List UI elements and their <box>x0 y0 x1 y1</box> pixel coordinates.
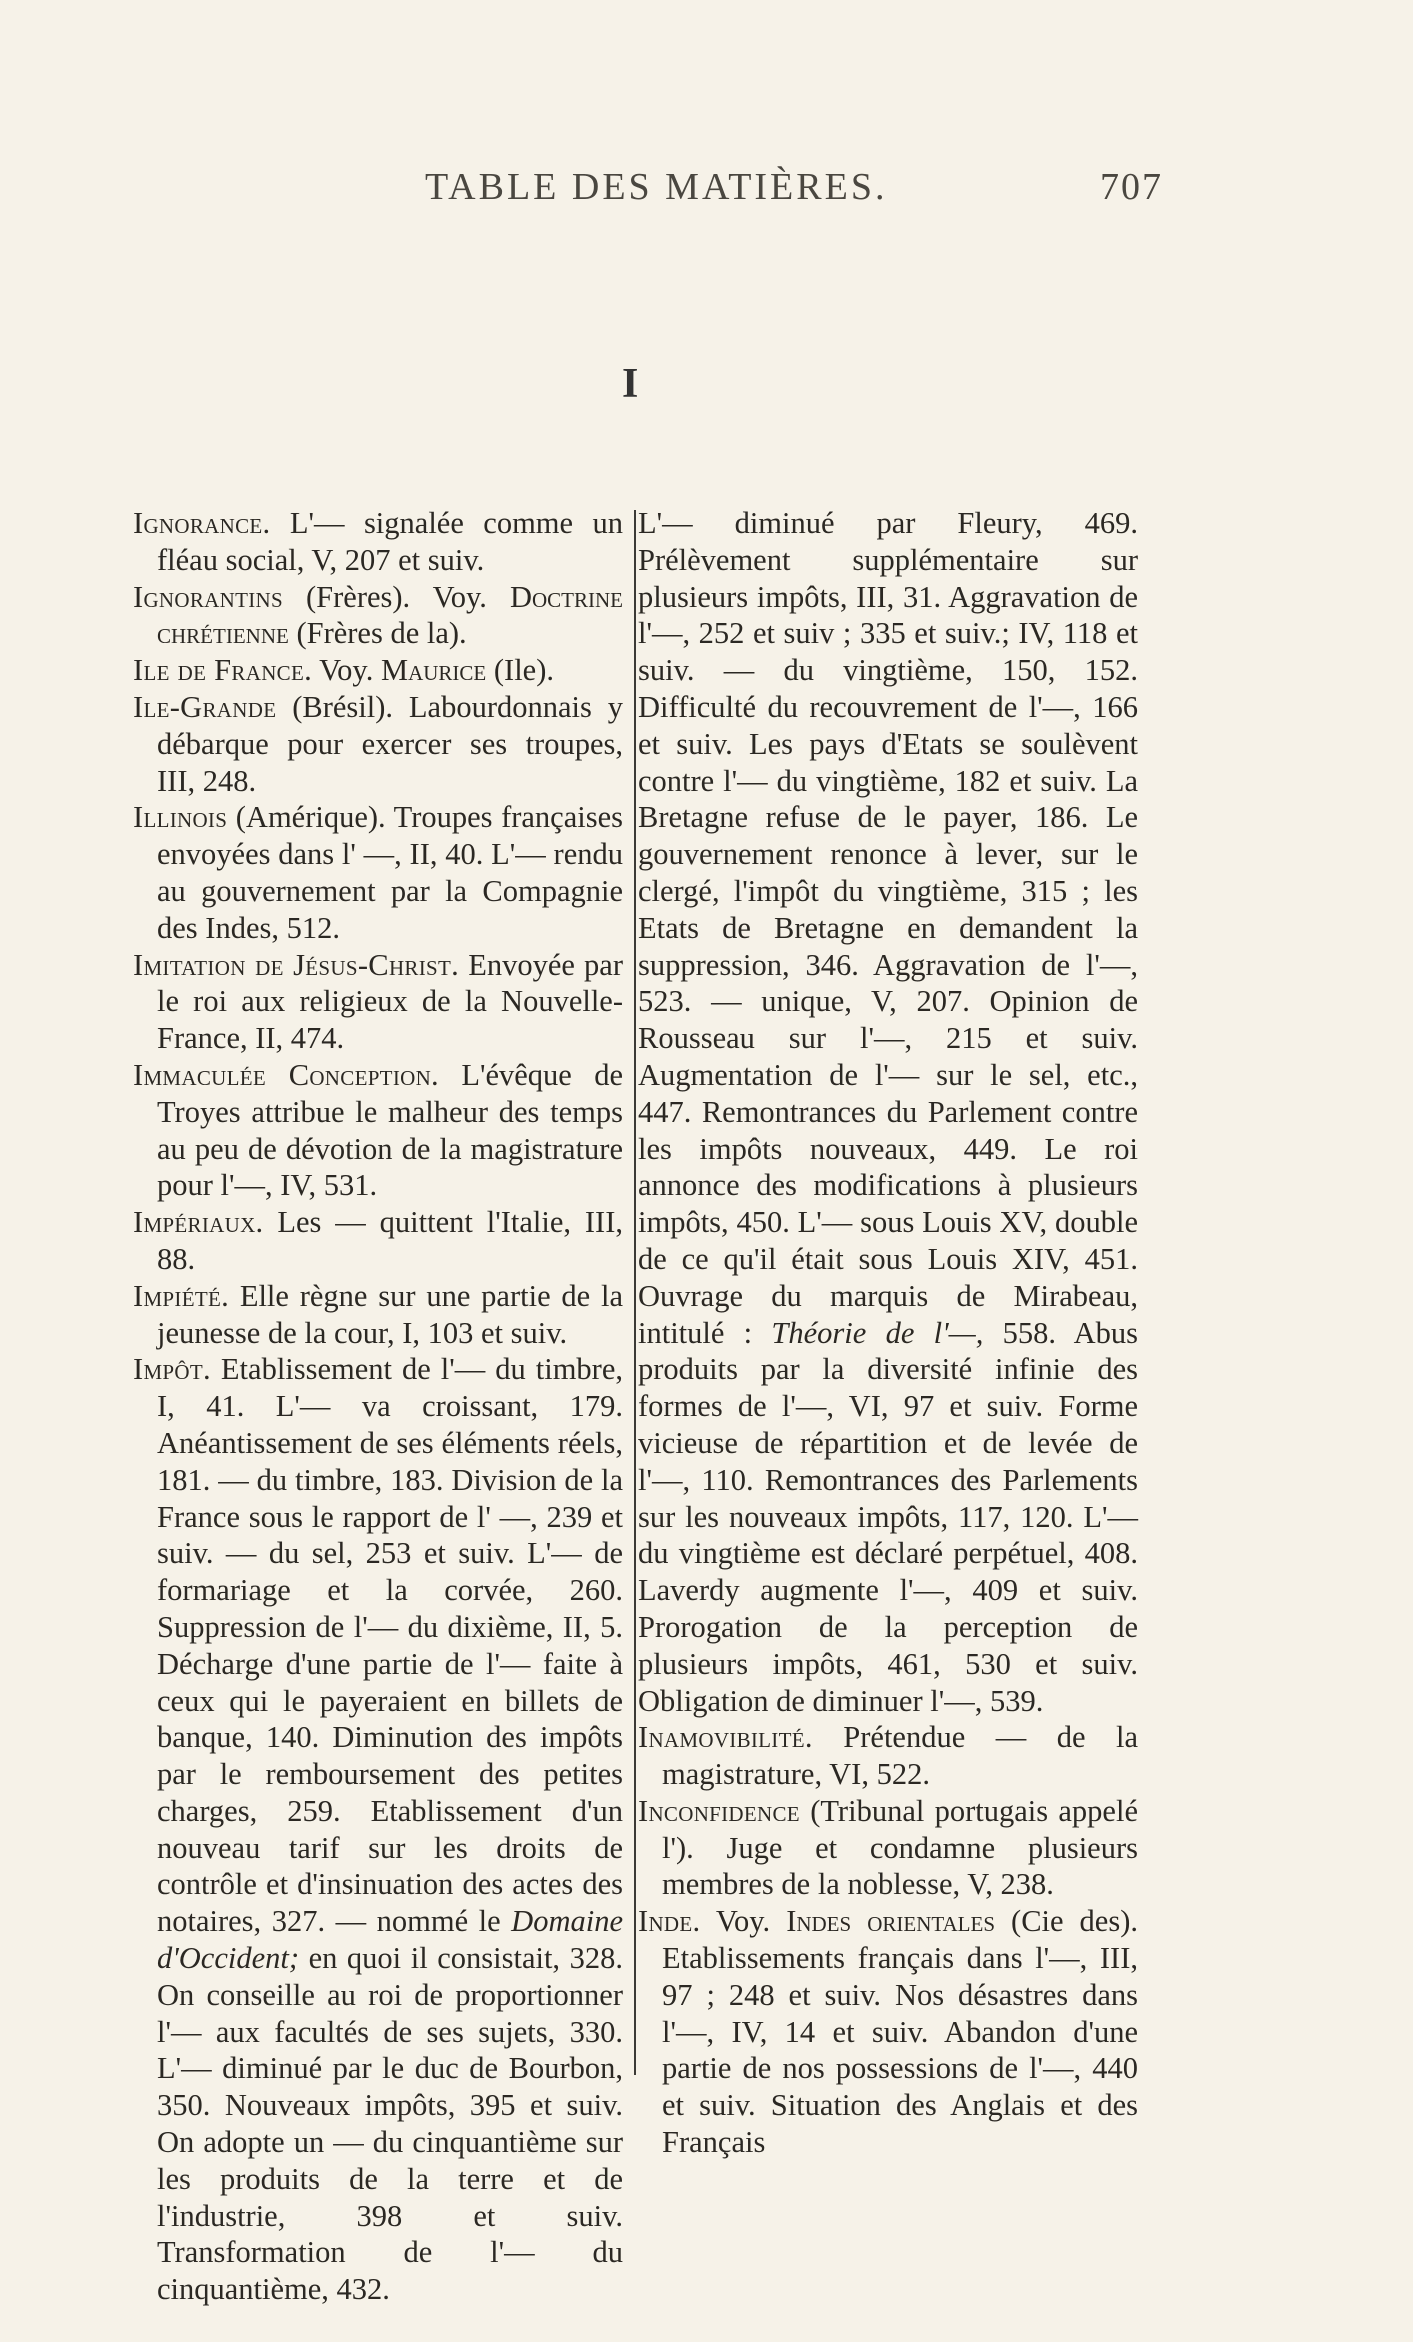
entry-text-tail: (Ile). <box>486 653 554 688</box>
entry-text: L'— signalée comme un fléau social, V, 207 et suiv. <box>157 506 623 577</box>
index-entry-illinois <box>133 799 623 946</box>
entry-cross-reference: Indes orientales <box>786 1904 996 1939</box>
entry-headword: Ignorantins <box>133 579 283 614</box>
entry-cross-reference: Doctrine chrétienne <box>157 579 623 651</box>
entry-text: L'— diminué par Fleury, 469. Prélèvement supplémentaire sur plusieurs impôts, III, 31. Aggravation de l'—, 252 et suiv ; 335 et suiv.; IV, 118 et suiv. — du vingtième, 150, 152. Difficulté du recouvrement de l'—, 166 et suiv. Les pays d'Etats se soulèvent contre l'— du vingtième, 182 et suiv. La Bretagne refuse de le payer, 186. Le gouvernement renonce à lever, sur le clergé, l'impôt du vingtième, 315 ; les Etats de Bretagne en demandent la suppression, 346. Aggravation de l'—, 523. — unique, V, 207. Opinion de Rousseau sur l'—, 215 et suiv. Augmentation de l'— sur le sel, etc., 447. Remontrances du Parlement contre les impôts nouveaux, 449. Le roi annonce des modifications à plusieurs impôts, 450. L'— sous Louis XV, double de ce qu'il était sous Louis XIV, 451. Ouvrage du marquis de Mirabeau, intitulé : <box>638 506 1138 1350</box>
entry-text-tail: 558. Abus produits par la diversité infinie des formes de l'—, VI, 97 et suiv. Forme vicieuse de répartition et de levée de l'—, 110. Remontrances des Parlements sur les nouveaux impôts, 117, 120. L'— du vingtième est déclaré perpétuel, 408. Laverdy augmente l'—, 409 et suiv. Prorogation de la perception de plusieurs impôts, 461, 530 et suiv. Obligation de diminuer l'—, 539. <box>638 1315 1138 1718</box>
index-entry-impot <box>133 1351 623 2308</box>
entry-headword: Impôt. <box>133 1352 211 1387</box>
index-entry-imperiaux <box>133 1204 623 1278</box>
entry-headword: Imitation de Jésus-Christ. <box>133 947 460 982</box>
entry-text: (Amérique). Troupes françaises envoyées dans l' —, II, 40. L'— rendu au gouvernement par la Compagnie des Indes, 512. <box>157 800 623 945</box>
entry-text-tail: (Cie des). Etablissements français dans l'—, III, 97 ; 248 et suiv. Nos désastres dans l'—, IV, 14 et suiv. Abandon d'une partie de nos possessions de l'—, 440 et suiv. Situation des Anglais et des Français <box>662 1904 1138 2160</box>
entry-text: L'évêque de Troyes attribue le malheur des temps au peu de dévotion de la magistrature pour l'—, IV, 531. <box>157 1057 623 1203</box>
entry-text: (Tribunal portugais appelé l'). Juge et condamne plusieurs membres de la noblesse, V, 238. <box>662 1793 1138 1902</box>
entry-text-tail: en quoi il consistait, 328. On conseille au roi de proportionner l'— aux facultés de ses sujets, 330. L'— diminué par le duc de Bourbon, 350. Nouveaux impôts, 395 et suiv. On adopte un — du cinquantième sur les produits de la terre et de l'industrie, 398 et suiv. Transformation de l'— du cinquantième, 432. <box>157 1941 623 2307</box>
entry-text: (Brésil). Labourdonnais y débarque pour exercer ses troupes, III, 248. <box>157 689 623 798</box>
entry-text: Les — quittent l'Italie, III, 88. <box>157 1205 623 1276</box>
page-number: 707 <box>1100 166 1163 208</box>
entry-text-tail: (Frères de la). <box>288 616 467 651</box>
index-entry-impot-continued <box>638 505 1138 1719</box>
index-entry-immaculee-conception <box>133 1057 623 1204</box>
entry-headword: Ignorance. <box>133 506 271 540</box>
entry-headword: Inde. <box>638 1904 701 1939</box>
entry-text: (Frères). Voy. <box>282 579 510 614</box>
index-entry-imitation <box>133 947 623 1057</box>
entry-italic-title: Théorie de l'—, <box>771 1315 984 1350</box>
index-entry-ile-de-france <box>133 652 623 689</box>
index-entry-ignorance <box>133 505 623 579</box>
index-entry-ignorantins <box>133 579 623 653</box>
index-entry-inamovibilite <box>638 1719 1138 1793</box>
index-entry-impiete <box>133 1278 623 1352</box>
index-entry-inconfidence <box>638 1793 1138 1903</box>
entry-headword: Impériaux. <box>133 1205 264 1240</box>
index-entry-inde <box>638 1903 1138 2161</box>
index-entry-ile-grande <box>133 689 623 799</box>
section-letter: I <box>622 361 639 407</box>
entry-text: Envoyée par le roi aux religieux de la Nouvelle-France, II, 474. <box>157 947 623 1056</box>
entry-headword: Ile de France. <box>133 653 313 688</box>
entry-headword: Ile-Grande <box>133 689 277 724</box>
entry-headword: Immaculée Conception. <box>133 1057 439 1092</box>
right-column <box>638 505 1138 2161</box>
entry-text: Prétendue — de la magistrature, VI, 522. <box>662 1720 1138 1792</box>
entry-headword: Impiété. <box>133 1278 230 1313</box>
entry-text: Voy. <box>312 653 381 688</box>
left-column <box>133 505 623 2308</box>
entry-cross-reference: Maurice <box>380 653 487 688</box>
column-divider <box>634 510 636 2075</box>
entry-headword: Illinois <box>133 800 228 835</box>
entry-headword: Inconfidence <box>638 1793 800 1828</box>
entry-italic-title: Domaine d'Occident; <box>157 1904 623 1976</box>
entry-text: Etablissement de l'— du timbre, I, 41. L'— va croissant, 179. Anéantissement de ses éléments réels, 181. — du timbre, 183. Division de la France sous le rapport de l' —, 239 et suiv. — du sel, 253 et suiv. L'— de formariage et la corvée, 260. Suppression de l'— du dixième, II, 5. Décharge d'une partie de l'— faite à ceux qui le payeraient en billets de banque, 140. Diminution des impôts par le remboursement des petites charges, 259. Etablissement d'un nouveau tarif sur les droits de contrôle et d'insinuation des actes des notaires, 327. — nommé le <box>157 1352 623 1939</box>
entry-headword: Inamovibilité. <box>638 1720 813 1755</box>
entry-text: Voy. <box>700 1904 787 1939</box>
running-title: TABLE DES MATIÈRES. <box>425 166 888 208</box>
entry-text: Elle règne sur une partie de la jeunesse de la cour, I, 103 et suiv. <box>157 1278 623 1350</box>
running-head <box>0 165 1413 215</box>
